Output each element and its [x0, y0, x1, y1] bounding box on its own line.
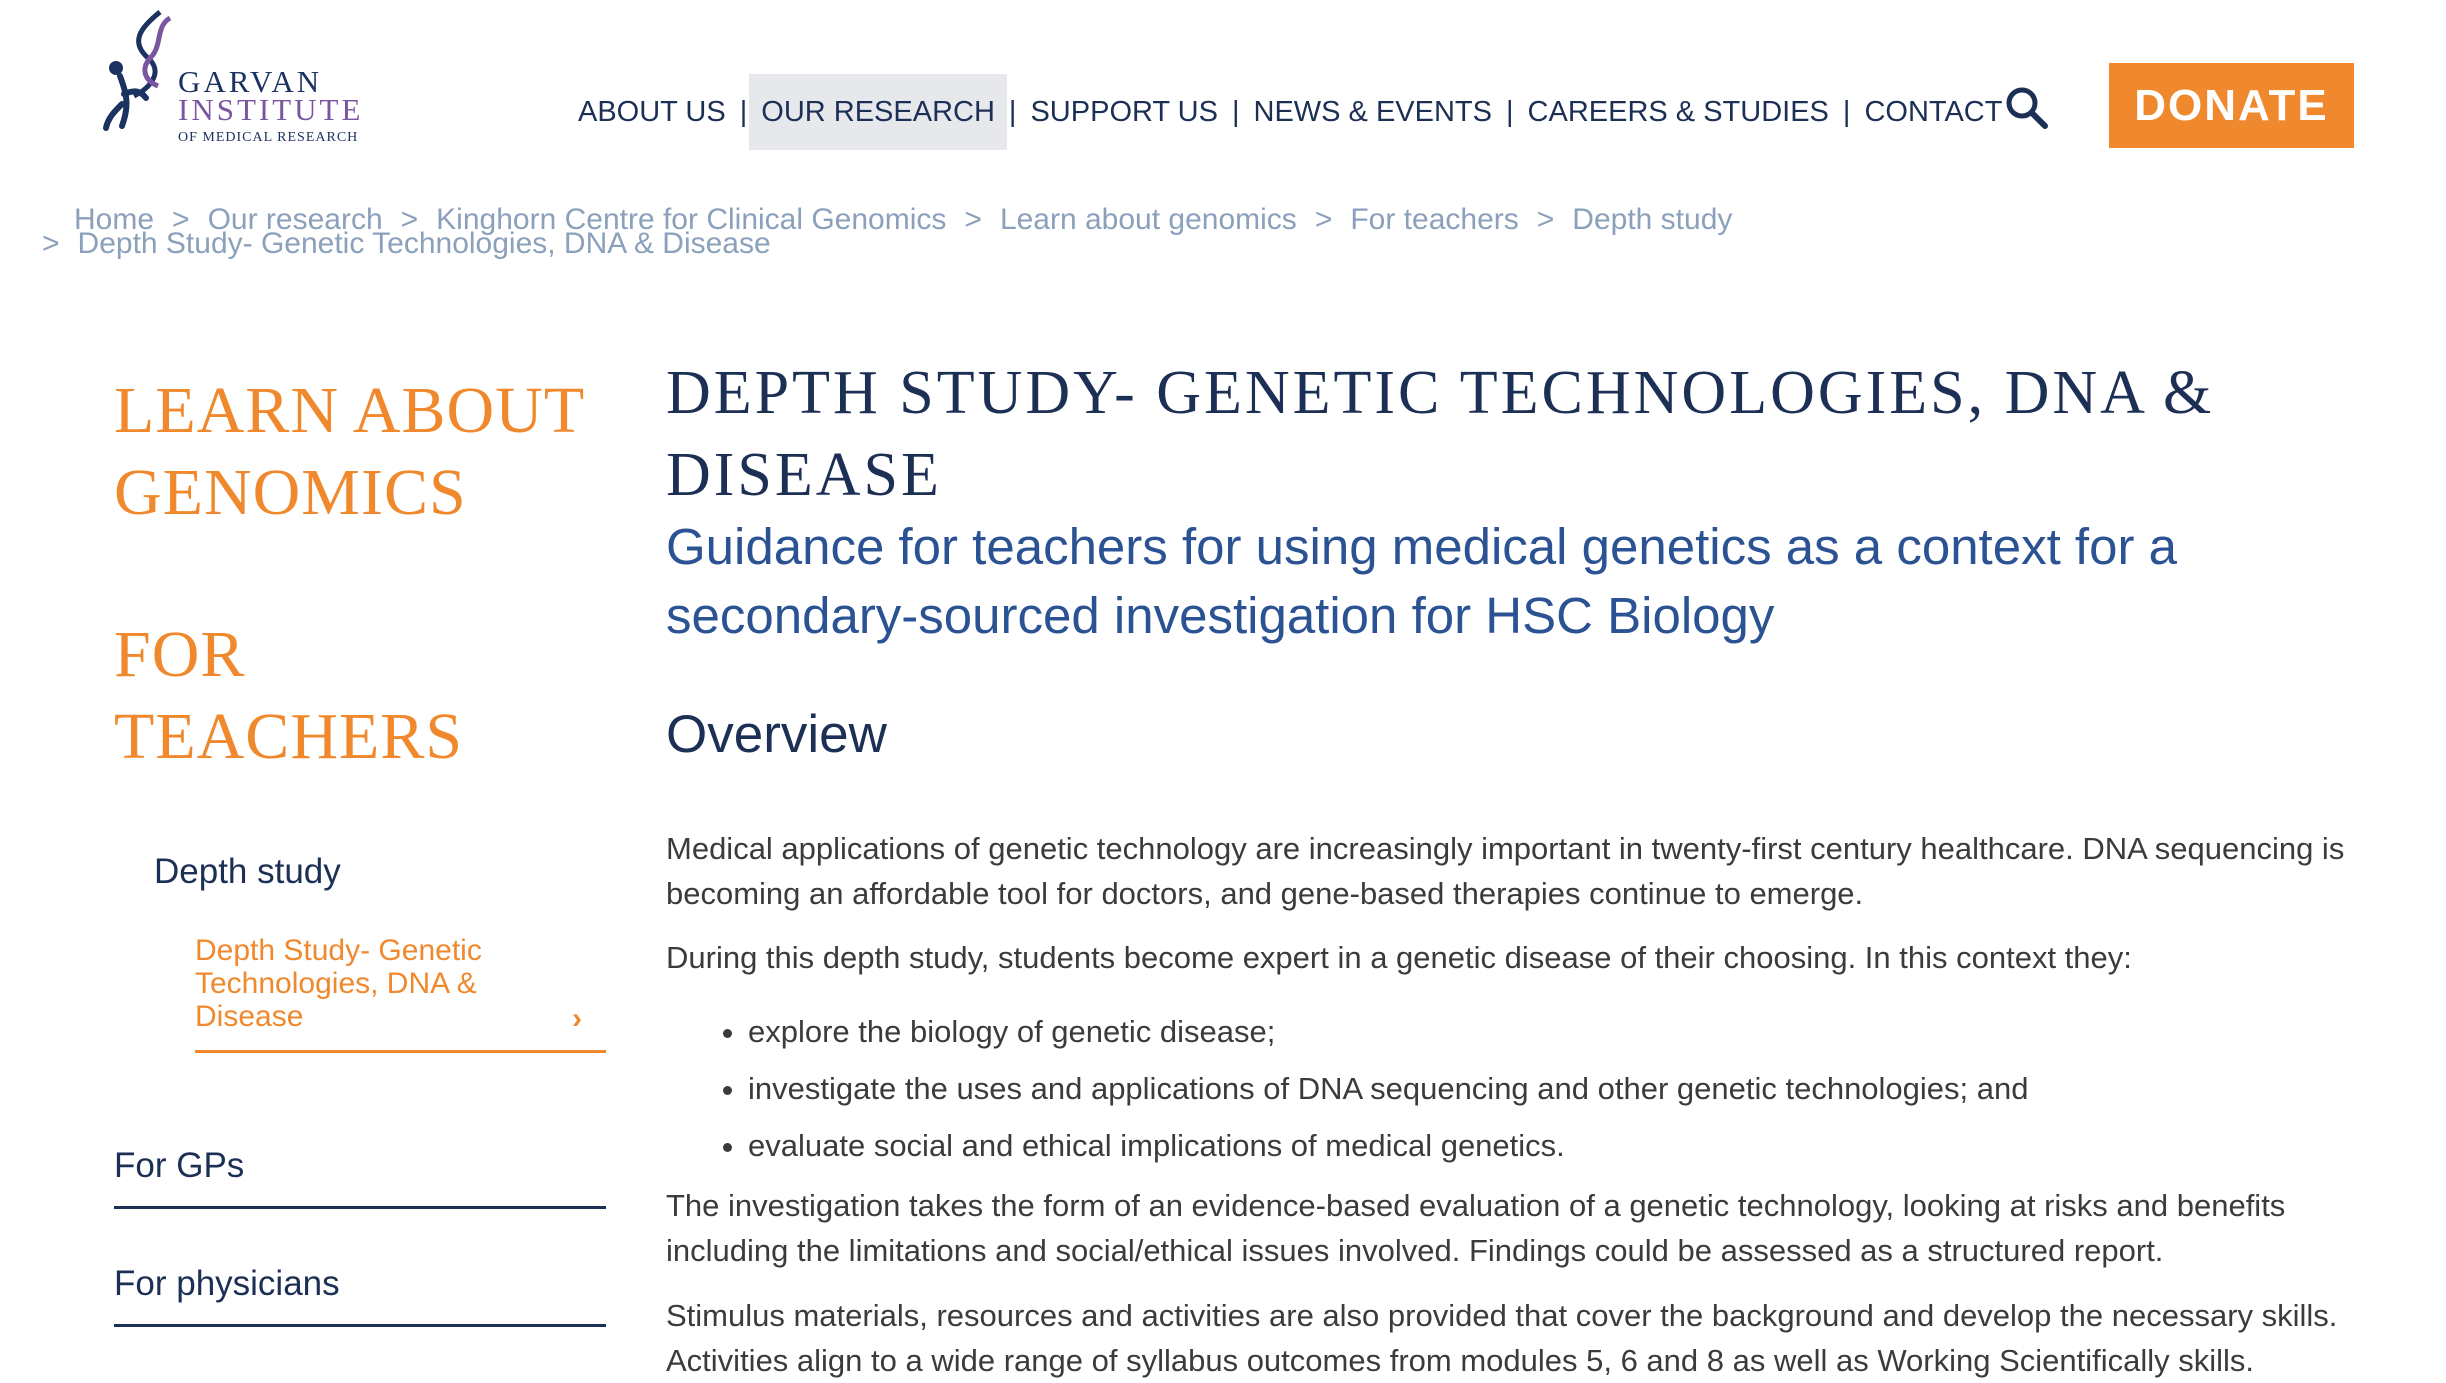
- breadcrumb-current-page: Depth Study- Genetic Technologies, DNA & Disease: [77, 227, 771, 260]
- dna-helix-logo-icon: [100, 8, 190, 150]
- nav-separator: |: [1842, 96, 1851, 128]
- breadcrumb-home[interactable]: Home: [74, 203, 155, 236]
- sidebar-heading-learn-about-genomics[interactable]: LEARN ABOUT GENOMICS: [114, 374, 584, 529]
- context-bullet-list: [700, 1003, 2348, 1174]
- breadcrumb: [42, 203, 2042, 260]
- paragraph-intro: Medical applications of genetic technology are increasingly important in twenty-first century healthcare. DNA sequencing is becoming an affordable tool for doctors, and gene-based therapies continue to emerge.: [666, 831, 2345, 911]
- nav-item-about-us[interactable]: ABOUT US: [578, 96, 726, 128]
- overview-heading: Overview: [666, 705, 887, 764]
- logo-text-medical-research: OF MEDICAL RESEARCH: [178, 130, 359, 145]
- breadcrumb-separator: >: [172, 203, 190, 236]
- sidebar-heading-for-teachers[interactable]: FOR TEACHERS: [114, 618, 464, 773]
- nav-item-support-us[interactable]: SUPPORT US: [1030, 96, 1218, 128]
- main-nav: [566, 74, 2014, 150]
- breadcrumb-separator: >: [1314, 203, 1333, 236]
- breadcrumb-separator: >: [42, 227, 60, 260]
- chevron-right-icon: ›: [572, 1002, 582, 1035]
- nav-separator: |: [1231, 96, 1240, 128]
- breadcrumb-separator: >: [964, 203, 982, 236]
- sidebar-item-for-gps[interactable]: For GPs: [114, 1146, 606, 1209]
- nav-item-careers-studies[interactable]: CAREERS & STUDIES: [1527, 96, 1829, 128]
- paragraph-depth-study: During this depth study, students become expert in a genetic disease of their choosing. In this context they:: [666, 940, 2132, 975]
- nav-separator: |: [739, 96, 748, 128]
- breadcrumb-for-teachers[interactable]: For teachers: [1350, 203, 1519, 236]
- page-subtitle: Guidance for teachers for using medical genetics as a context for a secondary-sourced investigation for HSC Biology: [666, 518, 2177, 644]
- breadcrumb-learn-about-genomics[interactable]: Learn about genomics: [999, 203, 1297, 236]
- search-button[interactable]: [2003, 84, 2051, 132]
- breadcrumb-kinghorn-centre[interactable]: Kinghorn Centre for Clinical Genomics: [436, 203, 947, 236]
- nav-item-contact[interactable]: CONTACT: [1864, 96, 2003, 128]
- breadcrumb-our-research[interactable]: Our research: [207, 203, 383, 236]
- sidebar-item-for-physicians[interactable]: For physicians: [114, 1264, 606, 1327]
- nav-separator: |: [1008, 96, 1017, 128]
- donate-button[interactable]: DONATE: [2109, 63, 2354, 148]
- sidebar-item-current-page[interactable]: [195, 934, 606, 1053]
- sidebar-item-depth-study[interactable]: Depth study: [154, 852, 341, 891]
- breadcrumb-separator: >: [400, 203, 419, 236]
- breadcrumb-depth-study[interactable]: Depth study: [1572, 203, 1733, 236]
- nav-item-our-research[interactable]: OUR RESEARCH: [749, 74, 1007, 150]
- logo-text-institute: INSTITUTE: [178, 92, 364, 127]
- nav-item-news-events[interactable]: NEWS & EVENTS: [1253, 96, 1492, 128]
- sidebar-current-label: Depth Study- Genetic Technologies, DNA & Disease: [195, 934, 482, 1033]
- logo-text-garvan: GARVAN: [178, 64, 323, 99]
- breadcrumb-separator: >: [1536, 203, 1555, 236]
- list-item: • evaluate social and ethical implications of medical genetics.: [748, 1117, 2348, 1174]
- paragraph-investigation: The investigation takes the form of an evidence-based evaluation of a genetic technology, looking at risks and benefits including the limitations and social/ethical issues involved. Findings could be assessed as a structured report.: [666, 1188, 2286, 1268]
- paragraph-stimulus-materials: Stimulus materials, resources and activities are also provided that cover the background and develop the necessary skills. Activities align to a wide range of syllabus outcomes from modules 5, 6 and 8 as well as Working Scientifically skills.: [666, 1298, 2338, 1378]
- nav-separator: |: [1506, 96, 1514, 128]
- search-icon: [2003, 84, 2051, 132]
- garvan-logo[interactable]: [100, 8, 364, 150]
- list-item: • investigate the uses and applications of DNA sequencing and other genetic technologies; and: [748, 1060, 2348, 1117]
- list-item: • explore the biology of genetic disease;: [748, 1003, 2348, 1060]
- page-title: DEPTH STUDY- GENETIC TECHNOLOGIES, DNA & DISEASE: [666, 359, 2215, 509]
